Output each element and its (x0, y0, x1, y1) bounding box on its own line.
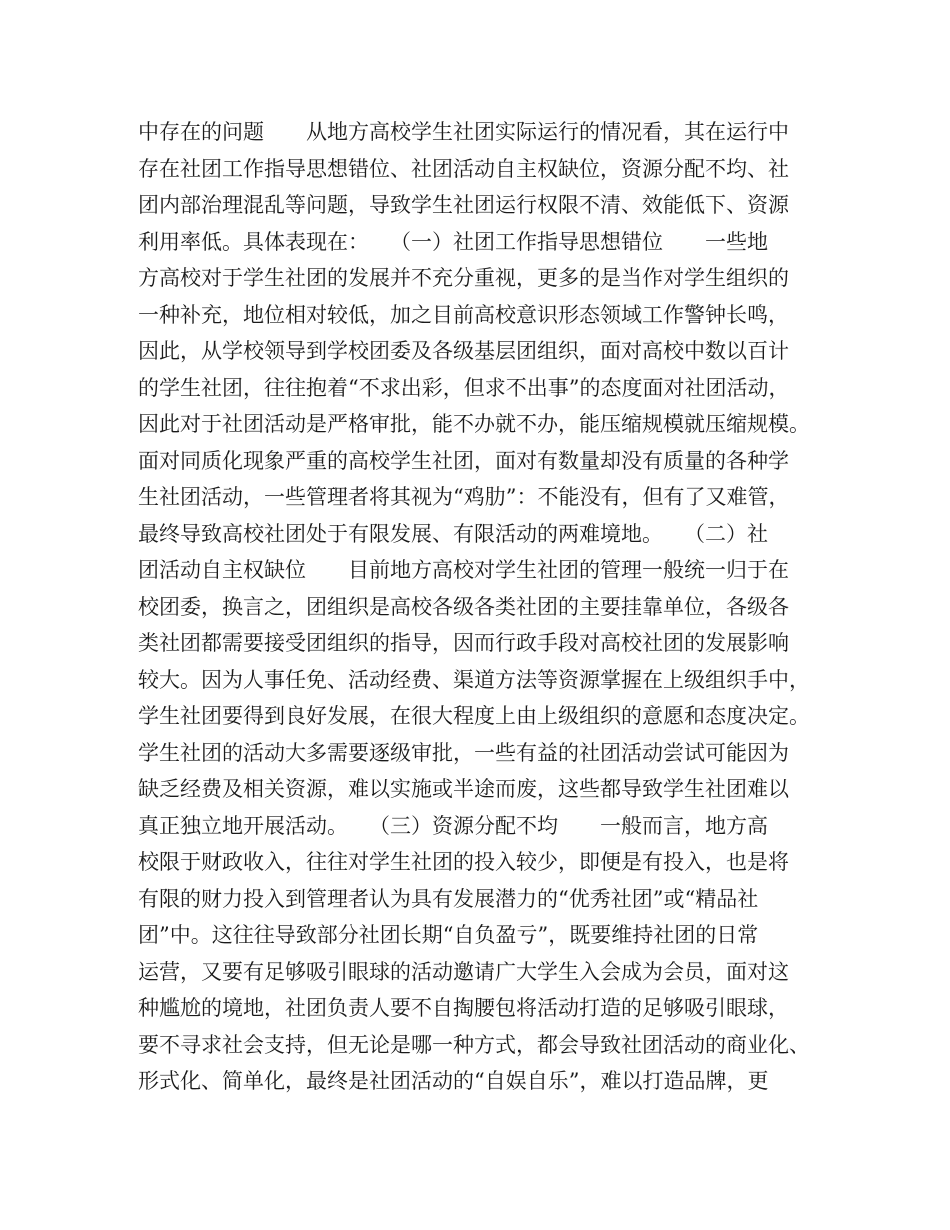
text-line: 中存在的问题 从地方高校学生社团实际运行的情况看，其在运行中 (138, 120, 789, 144)
text-line: 因此对于社团活动是严格审批，能不办就不办，能压缩规模就压缩规模。 (138, 412, 810, 436)
text-line: 学生社团要得到良好发展，在很大程度上由上级组织的意愿和态度决定。 (138, 704, 810, 728)
text-line: 方高校对于学生社团的发展并不充分重视，更多的是当作对学生组织的 (138, 266, 789, 290)
text-line: 利用率低。具体表现在： （一）社团工作指导思想错位 一些地 (138, 229, 768, 254)
text-line: 团活动自主权缺位 目前地方高校对学生社团的管理一般统一归于在 (138, 558, 789, 582)
text-line: 要不寻求社会支持，但无论是哪一种方式，都会导致社团活动的商业化、 (138, 1032, 810, 1057)
text-line: 类社团都需要接受团组织的指导，因而行政手段对高校社团的发展影响 (138, 631, 789, 655)
text-line: 种尴尬的境地，社团负责人要不自掏腰包将活动打造的足够吸引眼球， (138, 996, 789, 1020)
text-line: 较大。因为人事任免、活动经费、渠道方法等资源掌握在上级组织手中， (138, 667, 810, 692)
text-line: 真正独立地开展活动。 （三）资源分配不均 一般而言，地方高 (138, 813, 768, 838)
text-line: 缺乏经费及相关资源，难以实施或半途而废，这些都导致学生社团难以 (138, 777, 789, 801)
text-line: 校限于财政收入，往往对学生社团的投入较少，即便是有投入，也是将 (138, 850, 789, 874)
text-line: 形式化、简单化，最终是社团活动的“自娱自乐”，难以打造品牌，更 (138, 1069, 769, 1093)
text-line: 因此，从学校领导到学校团委及各级基层团组织，面对高校中数以百计 (138, 339, 789, 363)
text-line: 一种补充，地位相对较低，加之目前高校意识形态领域工作警钟长鸣， (138, 302, 789, 327)
text-line: 的学生社团，往往抱着“不求出彩，但求不出事”的态度面对社团活动， (138, 375, 790, 400)
text-line: 最终导致高校社团处于有限发展、有限活动的两难境地。 （二）社 (138, 521, 768, 546)
text-line: 生社团活动，一些管理者将其视为“鸡肋”：不能没有，但有了又难管， (138, 485, 790, 509)
text-line: 团”中。这往往导致部分社团长期“自负盈亏”，既要维持社团的日常 (138, 923, 759, 947)
text-line: 运营，又要有足够吸引眼球的活动邀请广大学生入会成为会员，面对这 (138, 959, 789, 984)
text-line: 校团委，换言之，团组织是高校各级各类社团的主要挂靠单位，各级各 (138, 594, 789, 619)
text-line: 面对同质化现象严重的高校学生社团，面对有数量却没有质量的各种学 (138, 448, 789, 473)
text-line: 存在社团工作指导思想错位、社团活动自主权缺位，资源分配不均、社 (138, 156, 789, 181)
text-line: 学生社团的活动大多需要逐级审批，一些有益的社团活动尝试可能因为 (138, 740, 789, 765)
text-line: 有限的财力投入到管理者认为具有发展潜力的“优秀社团”或“精品社 (138, 886, 759, 911)
body-text (138, 114, 828, 1100)
text-line: 团内部治理混乱等问题，导致学生社团运行权限不清、效能低下、资源 (138, 193, 789, 217)
